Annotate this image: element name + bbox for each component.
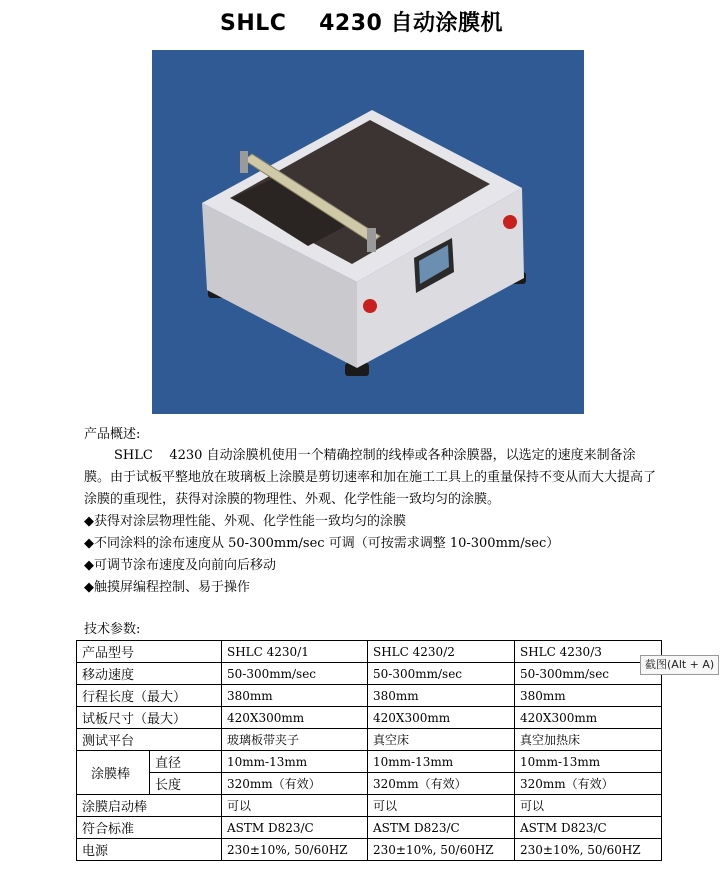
table-cell: 380mm bbox=[515, 685, 662, 707]
row-sublabel: 长度 bbox=[150, 773, 222, 795]
table-cell: 420X300mm bbox=[222, 707, 368, 729]
table-cell: ASTM D823/C bbox=[515, 817, 662, 839]
table-cell: 真空床 bbox=[368, 729, 515, 751]
table-row bbox=[77, 773, 662, 795]
table-cell: 50-300mm/sec bbox=[515, 663, 662, 685]
product-photo bbox=[152, 50, 584, 414]
table-cell: 320mm（有效） bbox=[368, 773, 515, 795]
page-title: SHLC 4230 自动涂膜机 bbox=[220, 11, 503, 36]
table-cell: 230±10%, 50/60HZ bbox=[515, 839, 662, 861]
table-cell: 380mm bbox=[368, 685, 515, 707]
table-cell: 50-300mm/sec bbox=[368, 663, 515, 685]
row-label: 测试平台 bbox=[77, 729, 222, 751]
table-row bbox=[77, 751, 662, 773]
row-label: 试板尺寸（最大） bbox=[77, 707, 222, 729]
table-row bbox=[77, 707, 662, 729]
table-cell: ASTM D823/C bbox=[222, 817, 368, 839]
coating-machine-illustration bbox=[152, 50, 584, 414]
table-cell: 10mm-13mm bbox=[222, 751, 368, 773]
feature-bullet: ◆不同涂料的涂布速度从 50-300mm/sec 可调（可按需求调整 10-300mm/sec） bbox=[84, 536, 560, 551]
bar-clamp bbox=[367, 228, 376, 252]
table-cell: 10mm-13mm bbox=[515, 751, 662, 773]
overview-paragraph: SHLC 4230 自动涂膜机使用一个精确控制的线棒或各种涂膜器，以选定的速度来制备涂膜。由于试板平整地放在玻璃板上涂膜是剪切速率和加在施工工具上的重量保持不变从而大大提高了涂膜的重现性，获得对涂膜的物理性、外观、化学性能一致均匀的涂膜。 bbox=[84, 448, 657, 507]
table-cell: 玻璃板带夹子 bbox=[222, 729, 368, 751]
bar-clamp bbox=[240, 151, 248, 173]
table-cell: 真空加热床 bbox=[515, 729, 662, 751]
feature-bullet: ◆可调节涂布速度及向前向后移动 bbox=[84, 558, 276, 573]
row-label: 移动速度 bbox=[77, 663, 222, 685]
screenshot-tooltip[interactable]: 截图(Alt + A) bbox=[640, 655, 719, 675]
table-cell: ASTM D823/C bbox=[368, 817, 515, 839]
table-row bbox=[77, 729, 662, 751]
table-cell: 230±10%, 50/60HZ bbox=[368, 839, 515, 861]
table-row bbox=[77, 685, 662, 707]
table-cell: 420X300mm bbox=[368, 707, 515, 729]
row-sublabel: 直径 bbox=[150, 751, 222, 773]
table-row bbox=[77, 641, 662, 663]
table-cell: SHLC 4230/3 bbox=[515, 641, 662, 663]
row-label: 行程长度（最大） bbox=[77, 685, 222, 707]
row-label: 产品型号 bbox=[77, 641, 222, 663]
start-button bbox=[363, 299, 377, 313]
table-cell: 可以 bbox=[515, 795, 662, 817]
specs-heading: 技术参数: bbox=[84, 622, 141, 637]
table-cell: 230±10%, 50/60HZ bbox=[222, 839, 368, 861]
spec-table bbox=[76, 640, 662, 861]
table-cell: 320mm（有效） bbox=[515, 773, 662, 795]
row-label: 符合标准 bbox=[77, 817, 222, 839]
table-row bbox=[77, 663, 662, 685]
emergency-stop-button bbox=[503, 215, 517, 229]
table-cell: SHLC 4230/2 bbox=[368, 641, 515, 663]
feature-bullet: ◆触摸屏编程控制、易于操作 bbox=[84, 580, 250, 595]
row-label: 电源 bbox=[77, 839, 222, 861]
table-cell: 380mm bbox=[222, 685, 368, 707]
table-row bbox=[77, 817, 662, 839]
table-cell: SHLC 4230/1 bbox=[222, 641, 368, 663]
table-cell: 可以 bbox=[368, 795, 515, 817]
table-cell: 320mm（有效） bbox=[222, 773, 368, 795]
table-row bbox=[77, 795, 662, 817]
table-cell: 可以 bbox=[222, 795, 368, 817]
overview-heading: 产品概述: bbox=[84, 427, 141, 442]
row-label: 涂膜启动棒 bbox=[77, 795, 222, 817]
table-row bbox=[77, 839, 662, 861]
row-label: 涂膜棒 bbox=[77, 751, 150, 795]
table-cell: 420X300mm bbox=[515, 707, 662, 729]
table-cell: 50-300mm/sec bbox=[222, 663, 368, 685]
table-cell: 10mm-13mm bbox=[368, 751, 515, 773]
feature-bullet: ◆获得对涂层物理性能、外观、化学性能一致均匀的涂膜 bbox=[84, 514, 406, 529]
